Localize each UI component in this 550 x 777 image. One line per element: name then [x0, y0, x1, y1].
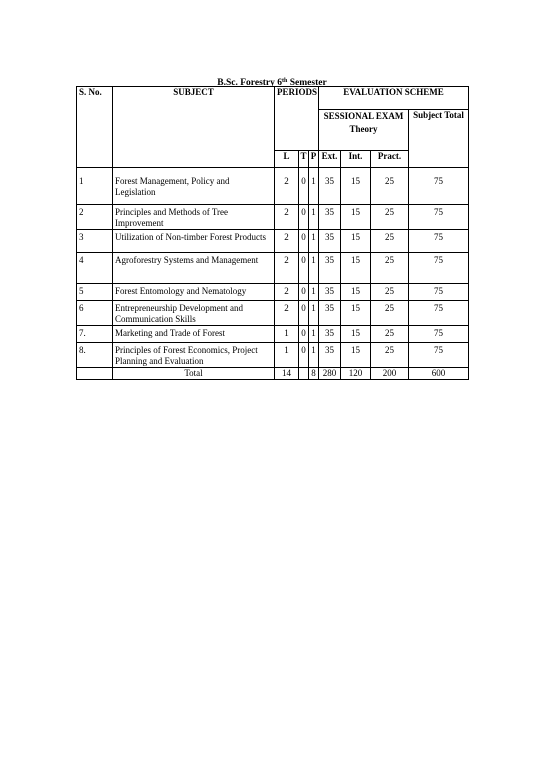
total-ext: 280: [319, 368, 341, 380]
cell-int: 15: [341, 301, 371, 326]
cell-sno: 2: [77, 205, 113, 230]
total-T: [299, 368, 309, 380]
cell-L: 2: [275, 284, 299, 301]
cell-subject: Forest Management, Policy and Legislation: [113, 168, 275, 205]
table-row: [77, 284, 469, 301]
cell-T: 0: [299, 301, 309, 326]
cell-T: 0: [299, 230, 309, 253]
cell-T: 0: [299, 168, 309, 205]
title-tail: Semester: [287, 78, 327, 88]
table-row: [77, 230, 469, 253]
table-row: [77, 168, 469, 205]
table-row: [77, 253, 469, 284]
cell-sno: 1: [77, 168, 113, 205]
cell-subject: Utilization of Non-timber Forest Products: [113, 230, 275, 253]
cell-T: 0: [299, 253, 309, 284]
cell-P: 1: [309, 253, 319, 284]
header-sno: S. No.: [77, 87, 113, 168]
cell-T: 0: [299, 326, 309, 343]
cell-int: 15: [341, 230, 371, 253]
header-l: L: [275, 151, 299, 168]
total-row: [77, 368, 469, 380]
cell-sno: 5: [77, 284, 113, 301]
header-int: Int.: [341, 151, 371, 168]
title-text: B.Sc. Forestry 6: [217, 78, 283, 88]
cell-subject: Principles and Methods of Tree Improvement: [113, 205, 275, 230]
cell-P: 1: [309, 301, 319, 326]
cell-pract: 25: [371, 284, 409, 301]
cell-T: 0: [299, 284, 309, 301]
cell-ext: 35: [319, 253, 341, 284]
cell-L: 2: [275, 253, 299, 284]
cell-pract: 25: [371, 343, 409, 368]
cell-L: 2: [275, 205, 299, 230]
header-subject: SUBJECT: [113, 87, 275, 168]
cell-L: 1: [275, 326, 299, 343]
cell-total: 75: [409, 284, 469, 301]
total-P: 8: [309, 368, 319, 380]
total-total: 600: [409, 368, 469, 380]
cell-subject: Principles of Forest Economics, Project Planning and Evaluation: [113, 343, 275, 368]
cell-ext: 35: [319, 205, 341, 230]
total-label: Total: [113, 368, 275, 380]
table-row: [77, 326, 469, 343]
cell-total: 75: [409, 301, 469, 326]
cell-sno: 7.: [77, 326, 113, 343]
cell-P: 1: [309, 230, 319, 253]
cell-subject: Forest Entomology and Nematology: [113, 284, 275, 301]
cell-ext: 35: [319, 326, 341, 343]
cell-P: 1: [309, 168, 319, 205]
header-subject-total: Subject Total: [409, 110, 469, 168]
cell-L: 1: [275, 343, 299, 368]
cell-sno: 6: [77, 301, 113, 326]
header-pract: Pract.: [371, 151, 409, 168]
cell-int: 15: [341, 326, 371, 343]
cell-pract: 25: [371, 326, 409, 343]
cell-empty: [77, 368, 113, 380]
cell-ext: 35: [319, 168, 341, 205]
cell-total: 75: [409, 326, 469, 343]
cell-ext: 35: [319, 284, 341, 301]
cell-int: 15: [341, 343, 371, 368]
cell-total: 75: [409, 168, 469, 205]
cell-subject: Agroforestry Systems and Management: [113, 253, 275, 284]
table-row: [77, 301, 469, 326]
cell-P: 1: [309, 343, 319, 368]
cell-subject: Entrepreneurship Development and Communication Skills: [113, 301, 275, 326]
cell-subject: Marketing and Trade of Forest: [113, 326, 275, 343]
header-evaluation-scheme: EVALUATION SCHEME: [319, 87, 469, 110]
cell-int: 15: [341, 205, 371, 230]
header-p: P: [309, 151, 319, 168]
total-L: 14: [275, 368, 299, 380]
cell-T: 0: [299, 205, 309, 230]
cell-pract: 25: [371, 301, 409, 326]
cell-L: 2: [275, 230, 299, 253]
title-superscript: th: [282, 78, 288, 84]
cell-pract: 25: [371, 253, 409, 284]
table-row: [77, 343, 469, 368]
cell-sno: 3: [77, 230, 113, 253]
cell-int: 15: [341, 253, 371, 284]
total-int: 120: [341, 368, 371, 380]
cell-total: 75: [409, 343, 469, 368]
cell-pract: 25: [371, 168, 409, 205]
cell-T: 0: [299, 343, 309, 368]
cell-P: 1: [309, 326, 319, 343]
cell-sno: 4: [77, 253, 113, 284]
table-row: [77, 205, 469, 230]
cell-P: 1: [309, 205, 319, 230]
header-sessional-exam: SESSIONAL EXAM Theory: [319, 110, 409, 151]
cell-total: 75: [409, 253, 469, 284]
header-ext: Ext.: [319, 151, 341, 168]
cell-pract: 25: [371, 205, 409, 230]
total-pract: 200: [371, 368, 409, 380]
cell-sno: 8.: [77, 343, 113, 368]
cell-P: 1: [309, 284, 319, 301]
cell-total: 75: [409, 205, 469, 230]
cell-total: 75: [409, 230, 469, 253]
evaluation-table: [76, 86, 469, 380]
cell-ext: 35: [319, 301, 341, 326]
header-t: T: [299, 151, 309, 168]
header-row-1: [77, 87, 469, 110]
cell-L: 2: [275, 168, 299, 205]
cell-L: 2: [275, 301, 299, 326]
cell-ext: 35: [319, 343, 341, 368]
cell-pract: 25: [371, 230, 409, 253]
cell-int: 15: [341, 168, 371, 205]
header-periods: PERIODS: [275, 87, 319, 151]
cell-int: 15: [341, 284, 371, 301]
cell-ext: 35: [319, 230, 341, 253]
